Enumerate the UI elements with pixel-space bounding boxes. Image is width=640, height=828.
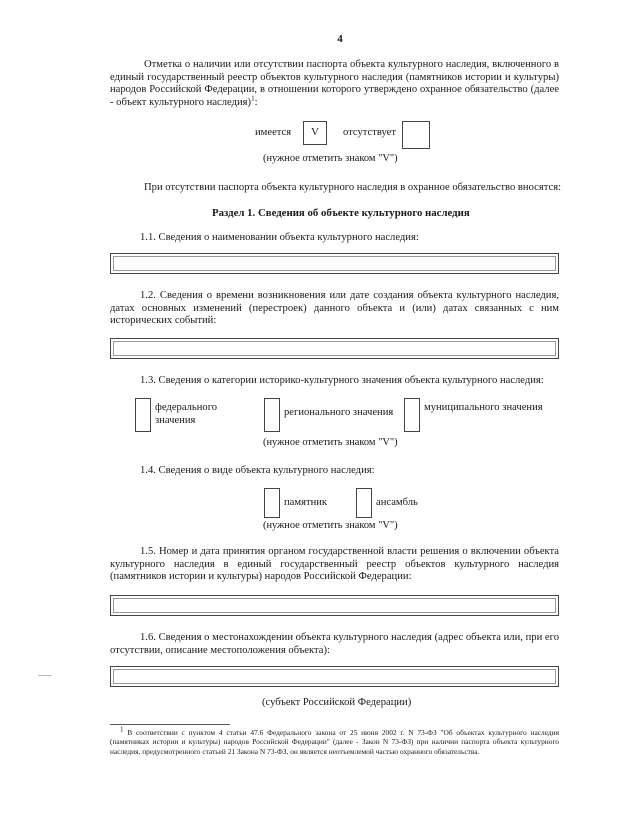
intro-paragraph bbox=[110, 59, 559, 109]
item-kind-label: 1.4. Сведения о виде объекта культурного наследия: bbox=[140, 465, 375, 476]
passport-note: (нужное отметить знаком "V") bbox=[263, 153, 398, 164]
passport-absent-checkbox[interactable] bbox=[402, 121, 430, 149]
footnote-ref[interactable]: 1 bbox=[251, 93, 255, 102]
category-regional-checkbox[interactable] bbox=[264, 398, 280, 432]
passport-absent-label: отсутствует bbox=[343, 127, 396, 138]
footnote bbox=[110, 725, 559, 756]
intro-text: Отметка о наличии или отсутствии паспорта объекта культурного наследия, включенного в единый государственный реестр объектов культурного наследия (памятников истории и культуры) народов Российской Федерации, в отношении которого утверждено охранное обязательство (далее - объект культурного наследия) bbox=[110, 59, 559, 108]
page-number: 4 bbox=[337, 33, 343, 45]
kind-monument-checkbox[interactable] bbox=[264, 488, 280, 518]
category-federal-label: федерального значения bbox=[155, 402, 218, 426]
kind-monument-label: памятник bbox=[284, 497, 328, 508]
object-time-field[interactable] bbox=[110, 338, 559, 359]
category-municipal-label: муниципального значения bbox=[424, 402, 543, 413]
category-regional-label: регионального значения bbox=[284, 407, 394, 418]
intro-colon: : bbox=[254, 96, 258, 108]
section-title: Раздел 1. Сведения об объекте культурного наследия bbox=[212, 207, 470, 219]
category-note: (нужное отметить знаком "V") bbox=[263, 437, 398, 448]
decision-field[interactable] bbox=[110, 595, 559, 616]
margin-mark bbox=[38, 675, 52, 676]
item-decision-label: 1.5. Номер и дата принятия органом государственной власти решения о включении объекта культурного наследия в единый государственный реестр объектов культурного наследия (памятников истории и культуры) народов Российской Федерации: bbox=[110, 546, 559, 582]
location-caption: (субъект Российской Федерации) bbox=[262, 697, 412, 708]
passport-has-checkbox[interactable] bbox=[303, 121, 327, 145]
category-federal-checkbox[interactable] bbox=[135, 398, 151, 432]
object-name-field[interactable] bbox=[110, 253, 559, 274]
category-municipal-checkbox[interactable] bbox=[404, 398, 420, 432]
item-category-label: 1.3. Сведения о категории историко-культурного значения объекта культурного наследия: bbox=[140, 375, 544, 386]
passport-has-label: имеется bbox=[255, 127, 292, 138]
item-time-label: 1.2. Сведения о времени возникновения или дате создания объекта культурного наследия, датах основных изменений (перестроек) данного объекта и (или) датах связанных с ним исторических событий: bbox=[110, 290, 559, 326]
no-passport-text: При отсутствии паспорта объекта культурного наследия в охранное обязательство вносятся: bbox=[144, 182, 562, 193]
kind-ensemble-label: ансамбль bbox=[376, 497, 418, 508]
checkmark: V bbox=[311, 126, 319, 138]
item-name-label: 1.1. Сведения о наименовании объекта культурного наследия: bbox=[140, 232, 419, 243]
kind-note: (нужное отметить знаком "V") bbox=[263, 520, 398, 531]
item-location-label: 1.6. Сведения о местонахождении объекта культурного наследия (адрес объекта или, при его отсутствии, описание местоположения объекта): bbox=[110, 632, 559, 656]
footnote-text: В соответствии с пунктом 4 статьи 47.6 Федерального закона от 25 июня 2002 г. N 73-ФЗ "Об объектах культурного наследия (памятниках истории и культуры) народов Российской Федерации" (далее - Закон N 73-ФЗ) при наличии паспорта объекта культурного наследия, предусмотренного статьей 21 Закона N 73-ФЗ, он является неотъемлемой частью охранного обязательства. bbox=[110, 728, 559, 756]
location-field[interactable] bbox=[110, 666, 559, 687]
footnote-number: 1 bbox=[120, 725, 124, 734]
kind-ensemble-checkbox[interactable] bbox=[356, 488, 372, 518]
footnote-separator bbox=[110, 724, 230, 725]
